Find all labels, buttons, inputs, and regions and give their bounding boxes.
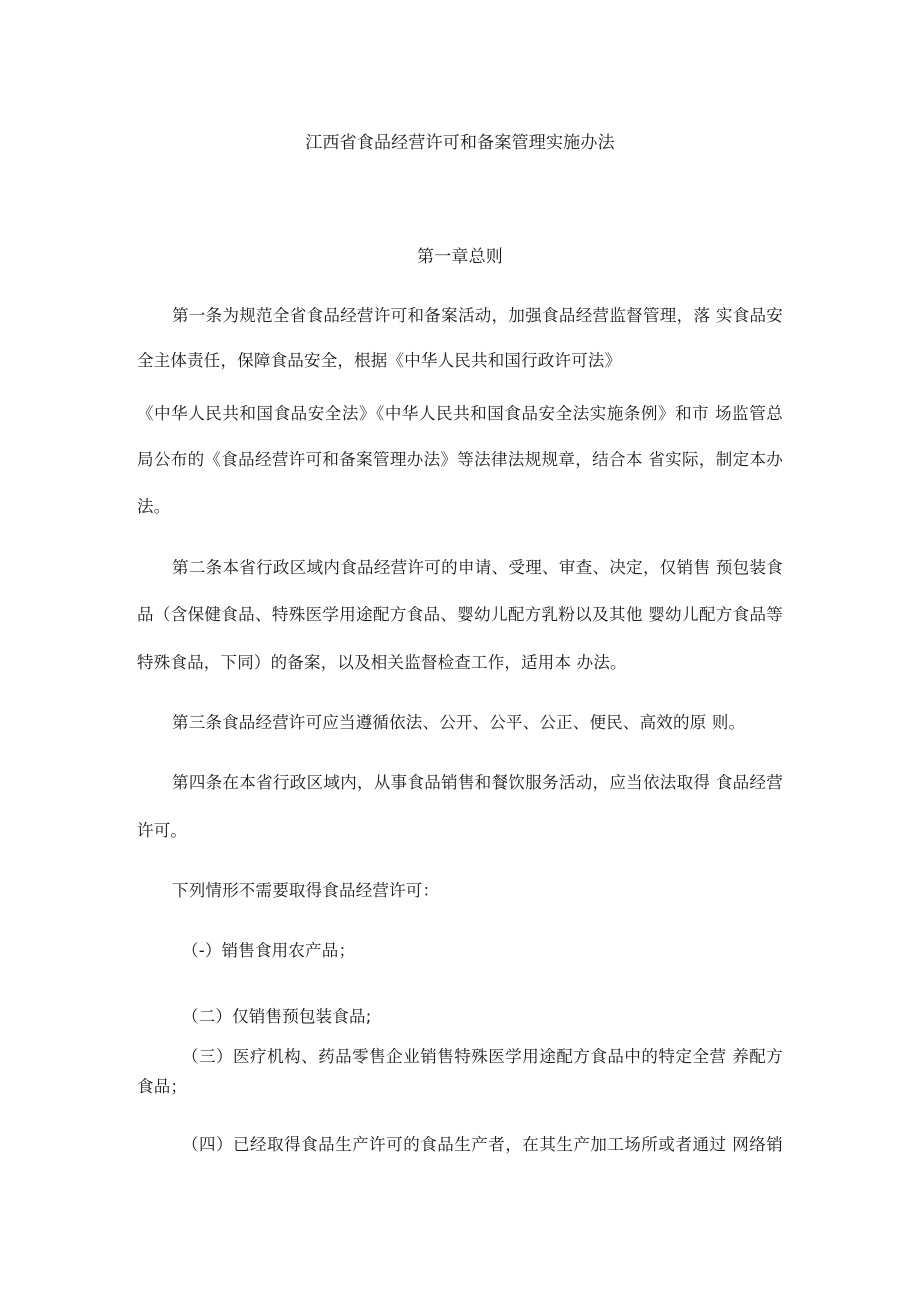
article-1-line-4: 局公布的《食品经营许可和备案管理办法》等法律法规规章，结合本 省实际，制定本办 bbox=[137, 450, 783, 469]
article-1-line-2: 全主体责任，保障食品安全，根据《中华人民共和国行政许可法》 bbox=[137, 351, 622, 370]
exemption-item-1: （-）销售食用农产品； bbox=[182, 941, 356, 960]
article-4-line-1: 第四条在本省行政区域内，从事食品销售和餐饮服务活动，应当依法取得 食品经营 bbox=[172, 773, 783, 792]
article-1-line-5: 法。 bbox=[137, 497, 171, 516]
article-2-line-3: 特殊食品，下同）的备案，以及相关监督检查工作，适用本 办法。 bbox=[137, 653, 627, 672]
article-4-line-2: 许可。 bbox=[137, 821, 188, 840]
chapter-heading: 第一章总则 bbox=[417, 247, 503, 267]
article-2-line-2: 品（含保健食品、特殊医学用途配方食品、婴幼儿配方乳粉以及其他 婴幼儿配方食品等 bbox=[137, 605, 783, 624]
document-title: 江西省食品经营许可和备案管理实施办法 bbox=[305, 133, 615, 153]
exemption-item-4-line-1: （四）已经取得食品生产许可的食品生产者，在其生产加工场所或者通过 网络销 bbox=[182, 1135, 783, 1154]
exemption-item-3-line-2: 食品； bbox=[137, 1077, 188, 1096]
article-1-line-1: 第一条为规范全省食品经营许可和备案活动，加强食品经营监督管理，落 实食品安 bbox=[172, 306, 783, 325]
article-1-line-3: 《中华人民共和国食品安全法》《中华人民共和国食品安全法实施条例》和市 场监管总 bbox=[137, 404, 783, 423]
article-3-line-1: 第三条食品经营许可应当遵循依法、公开、公平、公正、便民、高效的原 则。 bbox=[172, 713, 746, 732]
exemption-intro: 下列情形不需要取得食品经营许可： bbox=[172, 881, 440, 900]
article-2-line-1: 第二条本省行政区域内食品经营许可的申请、受理、审查、决定，仅销售 预包装食 bbox=[172, 558, 783, 577]
exemption-item-2: （二）仅销售预包装食品; bbox=[182, 1007, 372, 1026]
exemption-item-3-line-1: （三）医疗机构、药品零售企业销售特殊医学用途配方食品中的特定全营 养配方 bbox=[182, 1047, 783, 1066]
